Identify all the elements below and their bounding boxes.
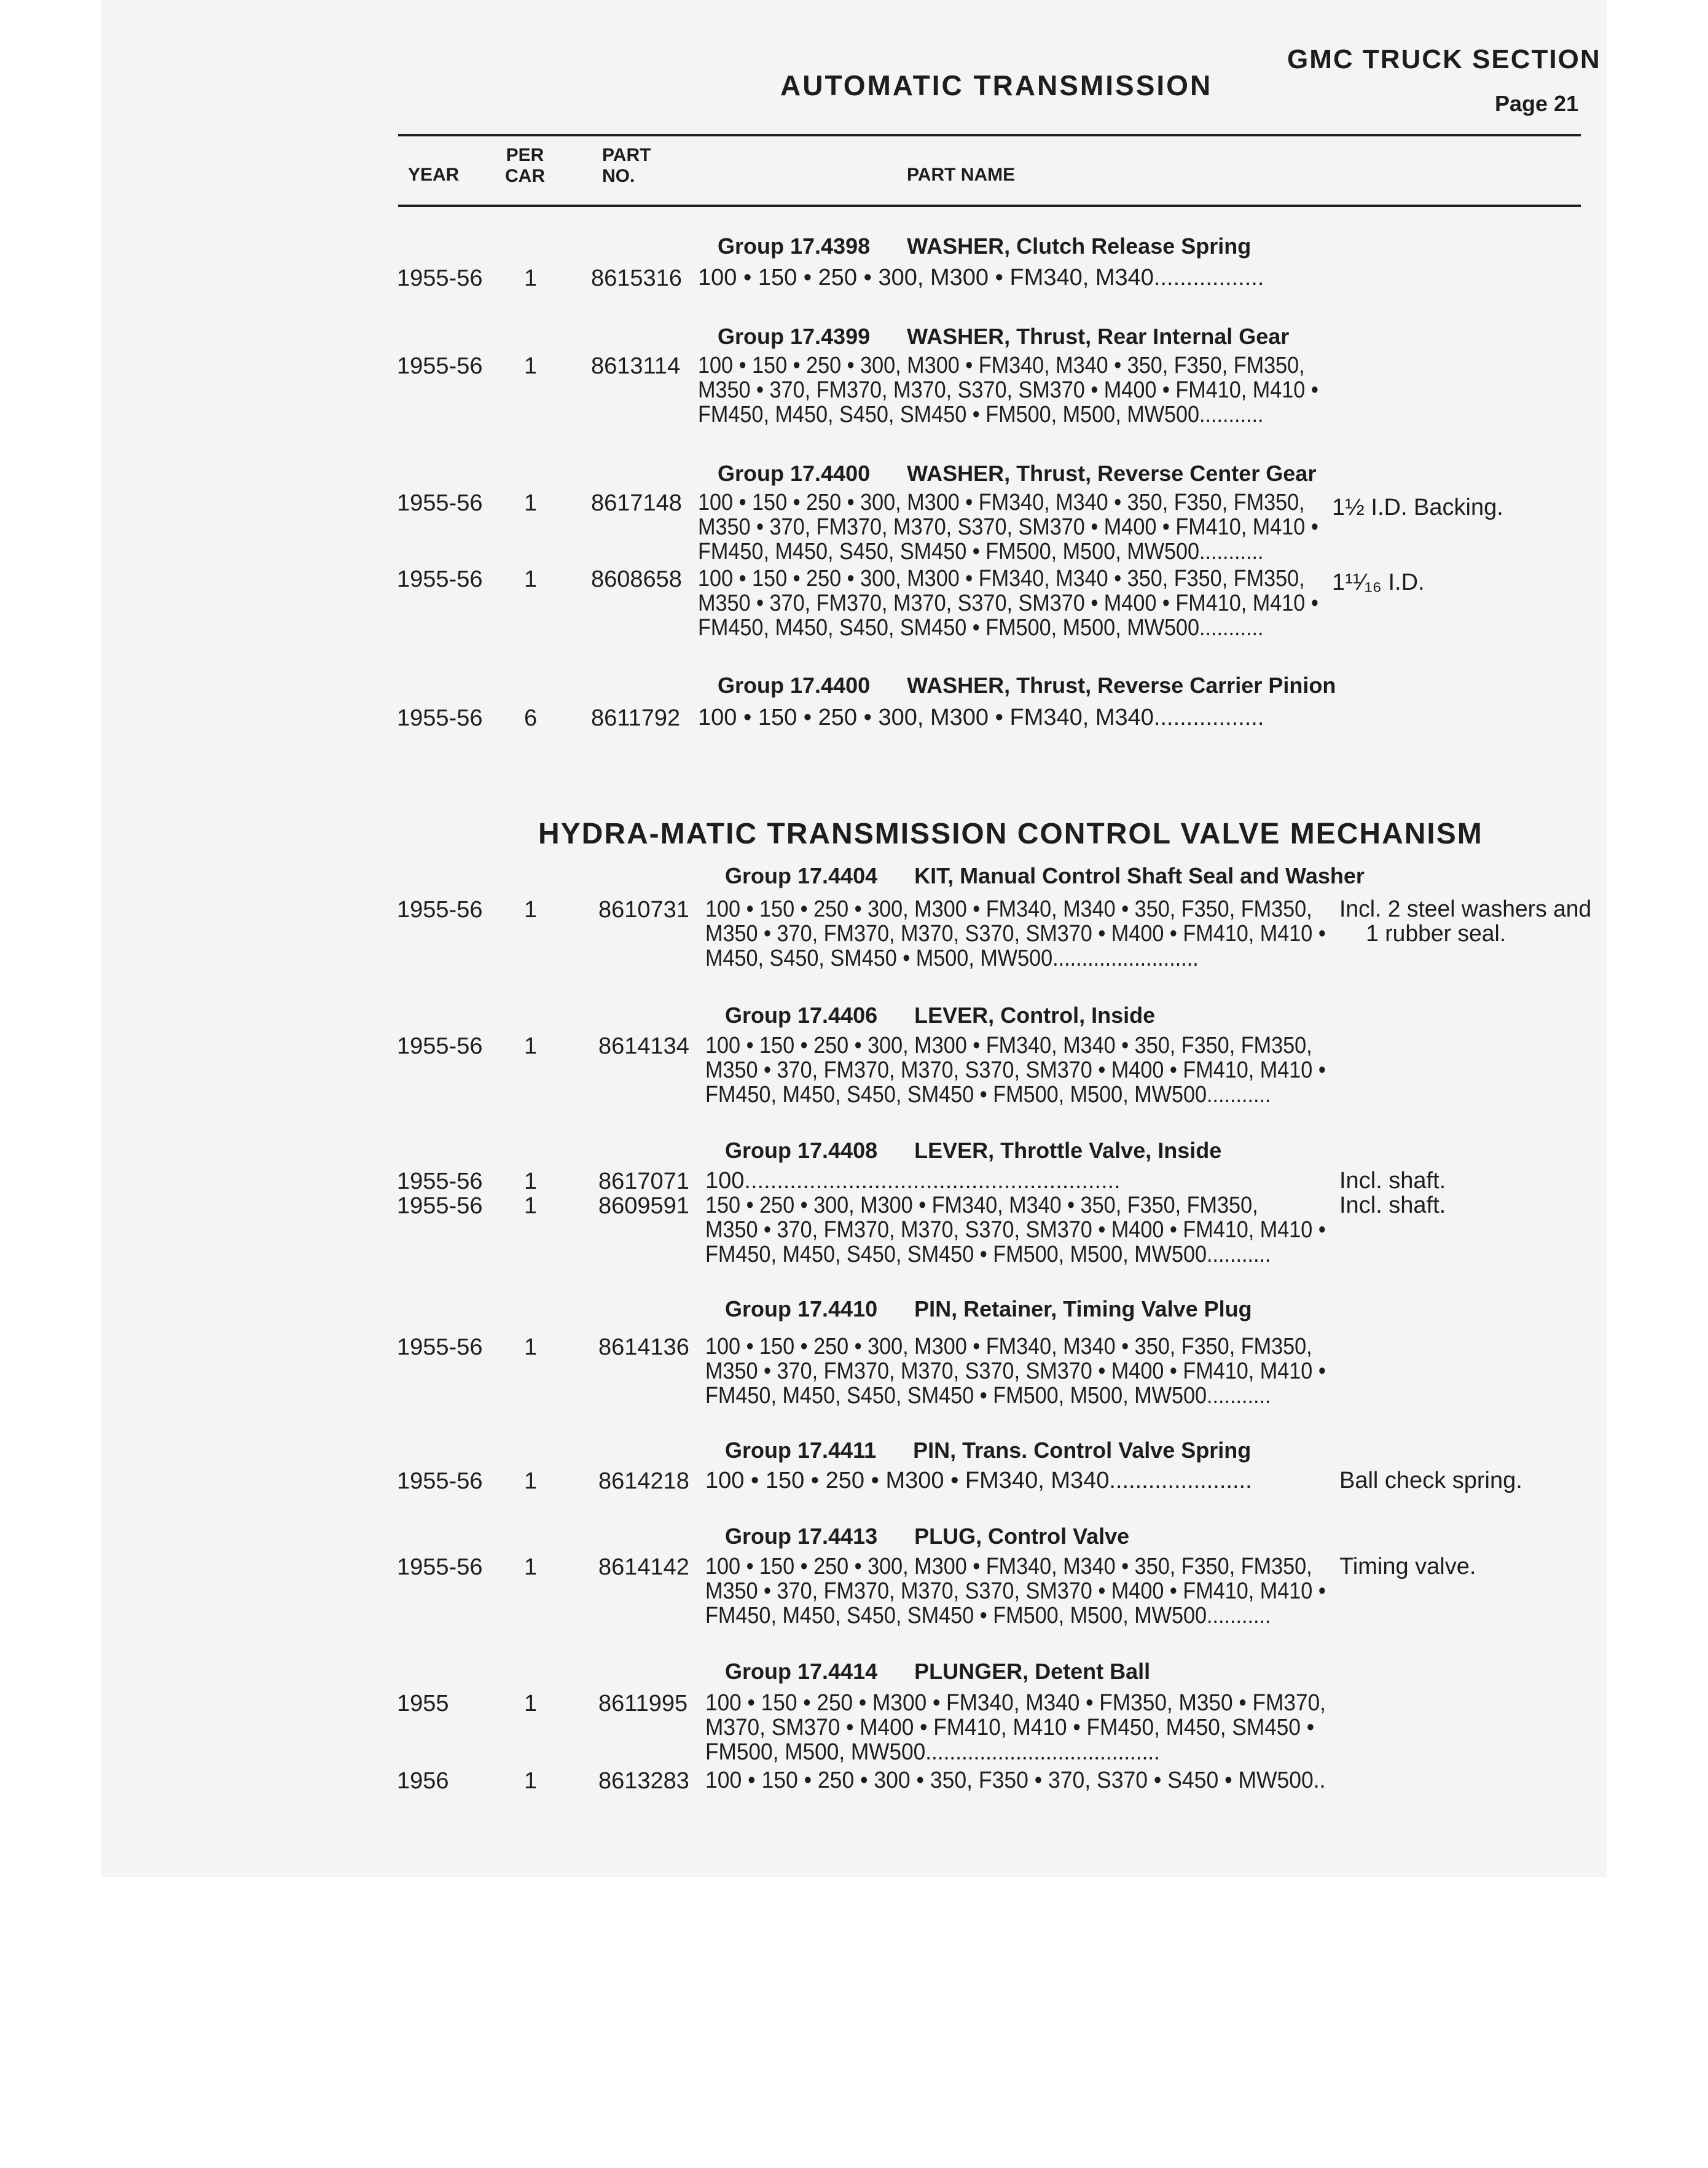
year-cell: 1955-56	[397, 1168, 483, 1194]
model-line: M350 • 370, FM370, M370, S370, SM370 • M400 • FM410, M410 •	[698, 377, 1318, 403]
model-line: FM450, M450, S450, SM450 • FM500, M500, MW500...........	[698, 539, 1264, 565]
part-number-cell: 8614142	[598, 1554, 689, 1580]
model-applicability	[698, 705, 1264, 730]
part-name: WASHER, Thrust, Reverse Center Gear	[907, 461, 1317, 486]
group-heading	[718, 673, 1336, 699]
model-applicability	[705, 1033, 1326, 1107]
part-number-cell: 8615316	[591, 265, 682, 291]
group-heading	[725, 1524, 1129, 1549]
model-line: M350 • 370, FM370, M370, S370, SM370 • M400 • FM410, M410 •	[705, 1217, 1326, 1243]
year-cell: 1955-56	[397, 1468, 483, 1494]
group-heading	[725, 863, 1365, 889]
part-number-cell: 8613114	[591, 353, 681, 379]
part-name: KIT, Manual Control Shaft Seal and Washer	[914, 863, 1365, 888]
col-year: YEAR	[408, 165, 460, 185]
model-line: FM450, M450, S450, SM450 • FM500, M500, MW500...........	[705, 1603, 1271, 1629]
model-line: 100..........................................................	[705, 1168, 1121, 1194]
remark-line: 1 rubber seal.	[1366, 921, 1506, 947]
group-number: Group 17.4400	[718, 461, 871, 486]
part-name: PIN, Trans. Control Valve Spring	[913, 1438, 1252, 1463]
group-heading	[718, 461, 1316, 487]
part-number-cell: 8608658	[591, 566, 682, 592]
model-line: M350 • 370, FM370, M370, S370, SM370 • M400 • FM410, M410 •	[705, 921, 1326, 947]
per-car-cell: 1	[524, 1193, 538, 1219]
model-applicability	[705, 1168, 1121, 1193]
remark-line: Incl. shaft.	[1339, 1168, 1446, 1194]
section-header: GMC TRUCK SECTION	[1287, 44, 1601, 74]
model-line: M370, SM370 • M400 • FM410, M410 • FM450, M450, SM450 •	[705, 1715, 1315, 1740]
group-heading	[725, 1296, 1252, 1322]
model-line: 100 • 150 • 250 • 300, M300 • FM340, M340 • 350, F350, FM350,	[698, 353, 1305, 378]
per-car-cell: 1	[524, 1468, 538, 1494]
model-applicability	[705, 1193, 1326, 1267]
group-number: Group 17.4400	[718, 673, 871, 698]
model-line: M350 • 370, FM370, M370, S370, SM370 • M400 • FM410, M410 •	[705, 1358, 1326, 1384]
group-number: Group 17.4414	[725, 1659, 878, 1684]
col-per-car: PER CAR	[505, 145, 545, 186]
year-cell: 1955-56	[397, 1193, 483, 1219]
year-cell: 1955-56	[397, 1334, 483, 1360]
group-heading	[718, 233, 1251, 259]
remarks	[1332, 570, 1425, 595]
part-number-cell: 8617071	[598, 1168, 689, 1194]
part-number-cell: 8617148	[591, 490, 682, 516]
year-cell: 1955-56	[397, 566, 483, 592]
group-heading	[725, 1003, 1155, 1028]
model-line: 100 • 150 • 250 • 300, M300 • FM340, M340.................	[698, 705, 1264, 730]
remark-line: Timing valve.	[1339, 1554, 1476, 1579]
page-number: Page 21	[1495, 91, 1579, 116]
model-line: 100 • 150 • 250 • 300, M300 • FM340, M340 • 350, F350, FM350,	[705, 896, 1312, 922]
year-cell: 1955-56	[397, 1554, 483, 1580]
per-car-cell: 1	[524, 566, 538, 592]
model-applicability	[705, 1691, 1326, 1764]
remarks	[1339, 1468, 1522, 1493]
model-applicability	[698, 490, 1318, 564]
remarks	[1339, 1193, 1446, 1218]
per-car-cell: 1	[524, 353, 538, 379]
model-line: 100 • 150 • 250 • M300 • FM340, M340 • FM350, M350 • FM370,	[705, 1690, 1326, 1716]
year-cell: 1955-56	[397, 490, 483, 516]
model-applicability	[698, 566, 1318, 640]
group-number: Group 17.4413	[725, 1524, 878, 1549]
year-cell: 1955-56	[397, 705, 483, 731]
part-number-cell: 8611995	[598, 1691, 688, 1716]
model-line: FM450, M450, S450, SM450 • FM500, M500, MW500...........	[698, 615, 1264, 641]
model-applicability	[705, 1554, 1326, 1628]
remarks	[1332, 495, 1503, 520]
group-number: Group 17.4408	[725, 1138, 878, 1163]
part-number-cell: 8614136	[598, 1334, 689, 1360]
group-heading	[725, 1659, 1150, 1685]
part-name: PLUNGER, Detent Ball	[914, 1659, 1151, 1684]
model-line: 100 • 150 • 250 • 300 • 350, F350 • 370, S370 • S450 • MW500..	[705, 1767, 1326, 1793]
model-line: M350 • 370, FM370, M370, S370, SM370 • M400 • FM410, M410 •	[698, 590, 1318, 616]
remark-line: Incl. 2 steel washers and	[1339, 896, 1592, 922]
group-number: Group 17.4404	[725, 863, 878, 888]
part-number-cell: 8614218	[598, 1468, 689, 1494]
group-heading	[718, 324, 1289, 350]
part-name: WASHER, Thrust, Reverse Carrier Pinion	[907, 673, 1336, 698]
model-line: M450, S450, SM450 • M500, MW500.........................	[705, 945, 1199, 971]
per-car-cell: 1	[524, 490, 538, 516]
year-cell: 1956	[397, 1768, 449, 1794]
group-heading	[725, 1138, 1221, 1164]
model-line: 100 • 150 • 250 • 300, M300 • FM340, M340 • 350, F350, FM350,	[705, 1334, 1312, 1360]
model-line: 100 • 150 • 250 • 300, M300 • FM340, M340 • 350, F350, FM350,	[705, 1033, 1312, 1059]
remark-line: Incl. shaft.	[1339, 1192, 1446, 1218]
remarks	[1339, 1554, 1476, 1579]
model-applicability	[705, 1334, 1326, 1408]
per-car-cell: 1	[524, 1554, 538, 1580]
model-line: 100 • 150 • 250 • M300 • FM340, M340......................	[705, 1468, 1252, 1493]
model-applicability	[705, 1468, 1252, 1493]
year-cell: 1955-56	[397, 897, 483, 923]
part-name: PIN, Retainer, Timing Valve Plug	[914, 1296, 1252, 1321]
part-name: LEVER, Throttle Valve, Inside	[914, 1138, 1222, 1163]
header-rule-bottom	[398, 205, 1581, 207]
model-line: FM450, M450, S450, SM450 • FM500, M500, MW500...........	[705, 1082, 1271, 1108]
part-number-cell: 8609591	[598, 1193, 689, 1219]
remarks	[1339, 897, 1591, 946]
group-number: Group 17.4399	[718, 324, 871, 349]
model-line: 100 • 150 • 250 • 300, M300 • FM340, M340 • 350, F350, FM350,	[705, 1554, 1312, 1579]
model-line: M350 • 370, FM370, M370, S370, SM370 • M400 • FM410, M410 •	[705, 1057, 1326, 1083]
header-rule-top	[398, 134, 1581, 136]
per-car-cell: 1	[524, 1334, 538, 1360]
per-car-cell: 1	[524, 1768, 538, 1794]
model-applicability	[698, 353, 1318, 427]
remarks	[1339, 1168, 1446, 1193]
remark-line: Ball check spring.	[1339, 1468, 1522, 1493]
year-cell: 1955-56	[397, 265, 483, 291]
model-line: FM450, M450, S450, SM450 • FM500, M500, MW500...........	[698, 402, 1264, 428]
model-line: M350 • 370, FM370, M370, S370, SM370 • M400 • FM410, M410 •	[705, 1578, 1326, 1604]
group-number: Group 17.4406	[725, 1003, 878, 1028]
model-line: 100 • 150 • 250 • 300, M300 • FM340, M340.................	[698, 265, 1264, 291]
year-cell: 1955-56	[397, 1033, 483, 1059]
subsection-title: HYDRA-MATIC TRANSMISSION CONTROL VALVE MECHANISM	[538, 818, 1483, 850]
per-car-cell: 1	[524, 1033, 538, 1059]
remark-line: 1½ I.D. Backing.	[1332, 495, 1503, 520]
model-line: 150 • 250 • 300, M300 • FM340, M340 • 350, F350, FM350,	[705, 1192, 1258, 1218]
group-number: Group 17.4410	[725, 1296, 878, 1321]
part-name: WASHER, Clutch Release Spring	[907, 233, 1252, 259]
model-applicability	[705, 897, 1326, 971]
part-number-cell: 8611792	[591, 705, 681, 731]
model-applicability	[698, 265, 1264, 290]
model-line: FM450, M450, S450, SM450 • FM500, M500, MW500...........	[705, 1383, 1271, 1409]
per-car-cell: 1	[524, 1168, 538, 1194]
model-line: 100 • 150 • 250 • 300, M300 • FM340, M340 • 350, F350, FM350,	[698, 490, 1305, 515]
part-name: PLUG, Control Valve	[914, 1524, 1130, 1549]
year-cell: 1955-56	[397, 353, 483, 379]
group-heading	[725, 1438, 1251, 1463]
part-name: WASHER, Thrust, Rear Internal Gear	[907, 324, 1290, 349]
model-line: 100 • 150 • 250 • 300, M300 • FM340, M340 • 350, F350, FM350,	[698, 566, 1305, 592]
col-part-no: PART NO.	[602, 145, 651, 186]
per-car-cell: 1	[524, 1691, 538, 1716]
remark-line: 1¹¹⁄₁₆ I.D.	[1332, 569, 1425, 595]
part-number-cell: 8614134	[598, 1033, 689, 1059]
model-line: M350 • 370, FM370, M370, S370, SM370 • M400 • FM410, M410 •	[698, 514, 1318, 540]
model-applicability	[705, 1768, 1326, 1793]
group-number: Group 17.4398	[718, 233, 871, 259]
part-name: LEVER, Control, Inside	[914, 1003, 1156, 1028]
model-line: FM500, M500, MW500.......................................	[705, 1739, 1160, 1765]
model-line: FM450, M450, S450, SM450 • FM500, M500, MW500...........	[705, 1242, 1271, 1267]
part-number-cell: 8613283	[598, 1768, 689, 1794]
per-car-cell: 1	[524, 265, 538, 291]
per-car-cell: 6	[524, 705, 538, 731]
year-cell: 1955	[397, 1691, 449, 1716]
per-car-cell: 1	[524, 897, 538, 923]
col-part-name: PART NAME	[907, 165, 1016, 185]
group-number: Group 17.4411	[725, 1438, 877, 1463]
page-title: AUTOMATIC TRANSMISSION	[780, 69, 1213, 101]
part-number-cell: 8610731	[598, 897, 689, 923]
